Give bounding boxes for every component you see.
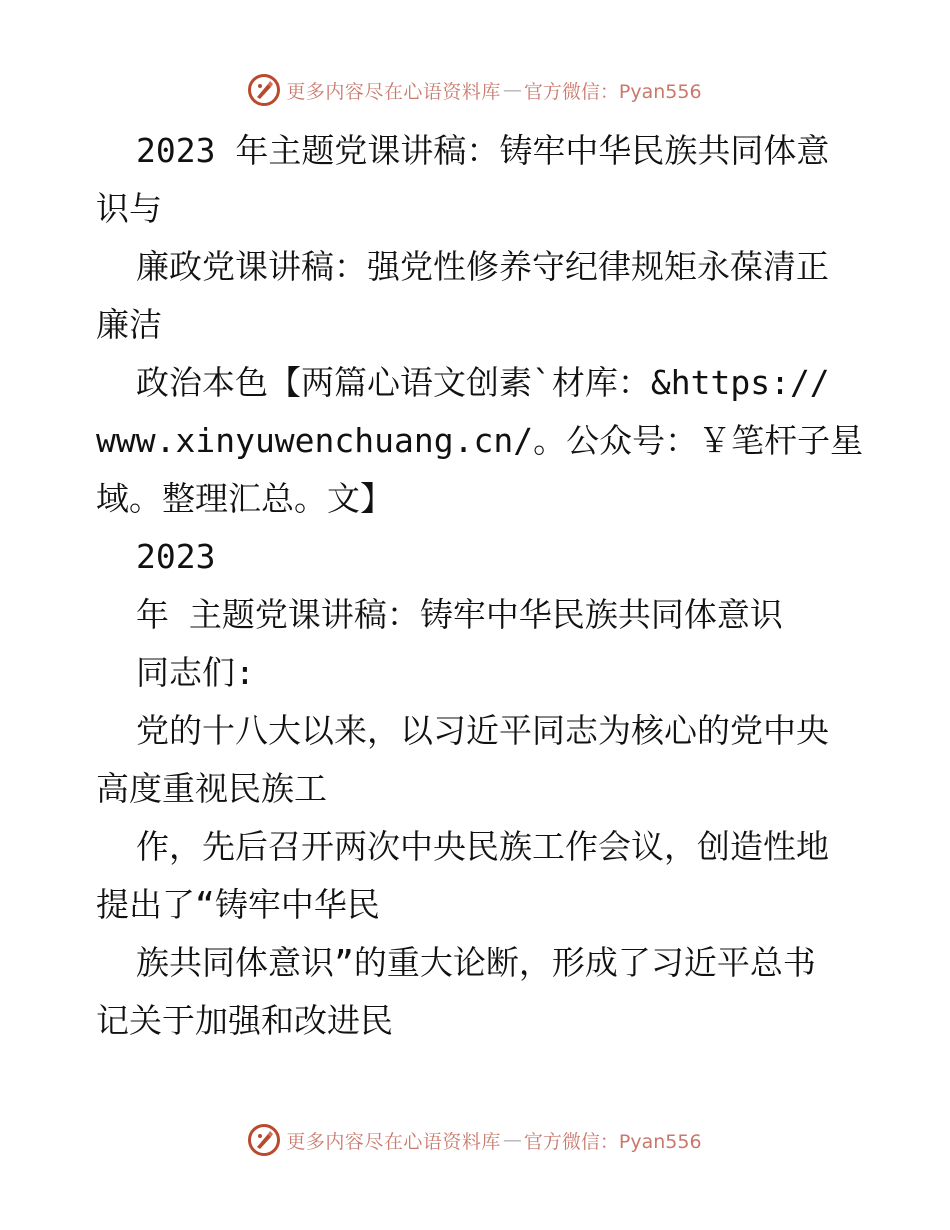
text-line: www.xinyuwenchuang.cn/。公众号：￥笔杆子星 <box>96 421 864 460</box>
text-line: 2023 年主题党课讲稿：铸牢中华民族共同体意 <box>136 131 830 170</box>
text-line: 域。整理汇总。文】 <box>96 479 393 518</box>
text-line: 政治本色【两篇心语文创素`材库：&https:// <box>136 363 830 402</box>
text-line: 2023 <box>136 537 216 576</box>
watermark-text: 更多内容尽在心语资料库 <box>286 1130 501 1153</box>
text-line: 党的十八大以来，以习近平同志为核心的党中央 <box>136 711 829 750</box>
text-line: 识与 <box>96 189 162 228</box>
pen-logo-icon <box>248 74 280 106</box>
watermark-text: 更多内容尽在心语资料库 <box>286 80 501 103</box>
text-line: 年 主题党课讲稿：铸牢中华民族共同体意识 <box>136 595 783 634</box>
text-line: 提出了“铸牢中华民 <box>96 885 380 924</box>
text-line: 记关于加强和改进民 <box>96 1001 393 1040</box>
header-watermark <box>0 70 950 110</box>
watermark-wechat: 官方微信：Pyan556 <box>523 1130 702 1153</box>
text-line: 族共同体意识”的重大论断，形成了习近平总书 <box>136 943 816 982</box>
watermark-separator: — <box>502 1129 522 1151</box>
text-line: 廉政党课讲稿：强党性修养守纪律规矩永葆清正 <box>136 247 829 286</box>
watermark-wechat: 官方微信：Pyan556 <box>523 80 702 103</box>
text-line: 高度重视民族工 <box>96 769 327 808</box>
footer-watermark <box>0 1120 950 1160</box>
text-line: 作，先后召开两次中央民族工作会议，创造性地 <box>136 827 829 866</box>
pen-logo-icon <box>248 1124 280 1156</box>
text-line: 同志们: <box>136 653 255 692</box>
watermark-separator: — <box>502 79 522 101</box>
text-line: 廉洁 <box>96 305 162 344</box>
document-body <box>96 122 864 1050</box>
